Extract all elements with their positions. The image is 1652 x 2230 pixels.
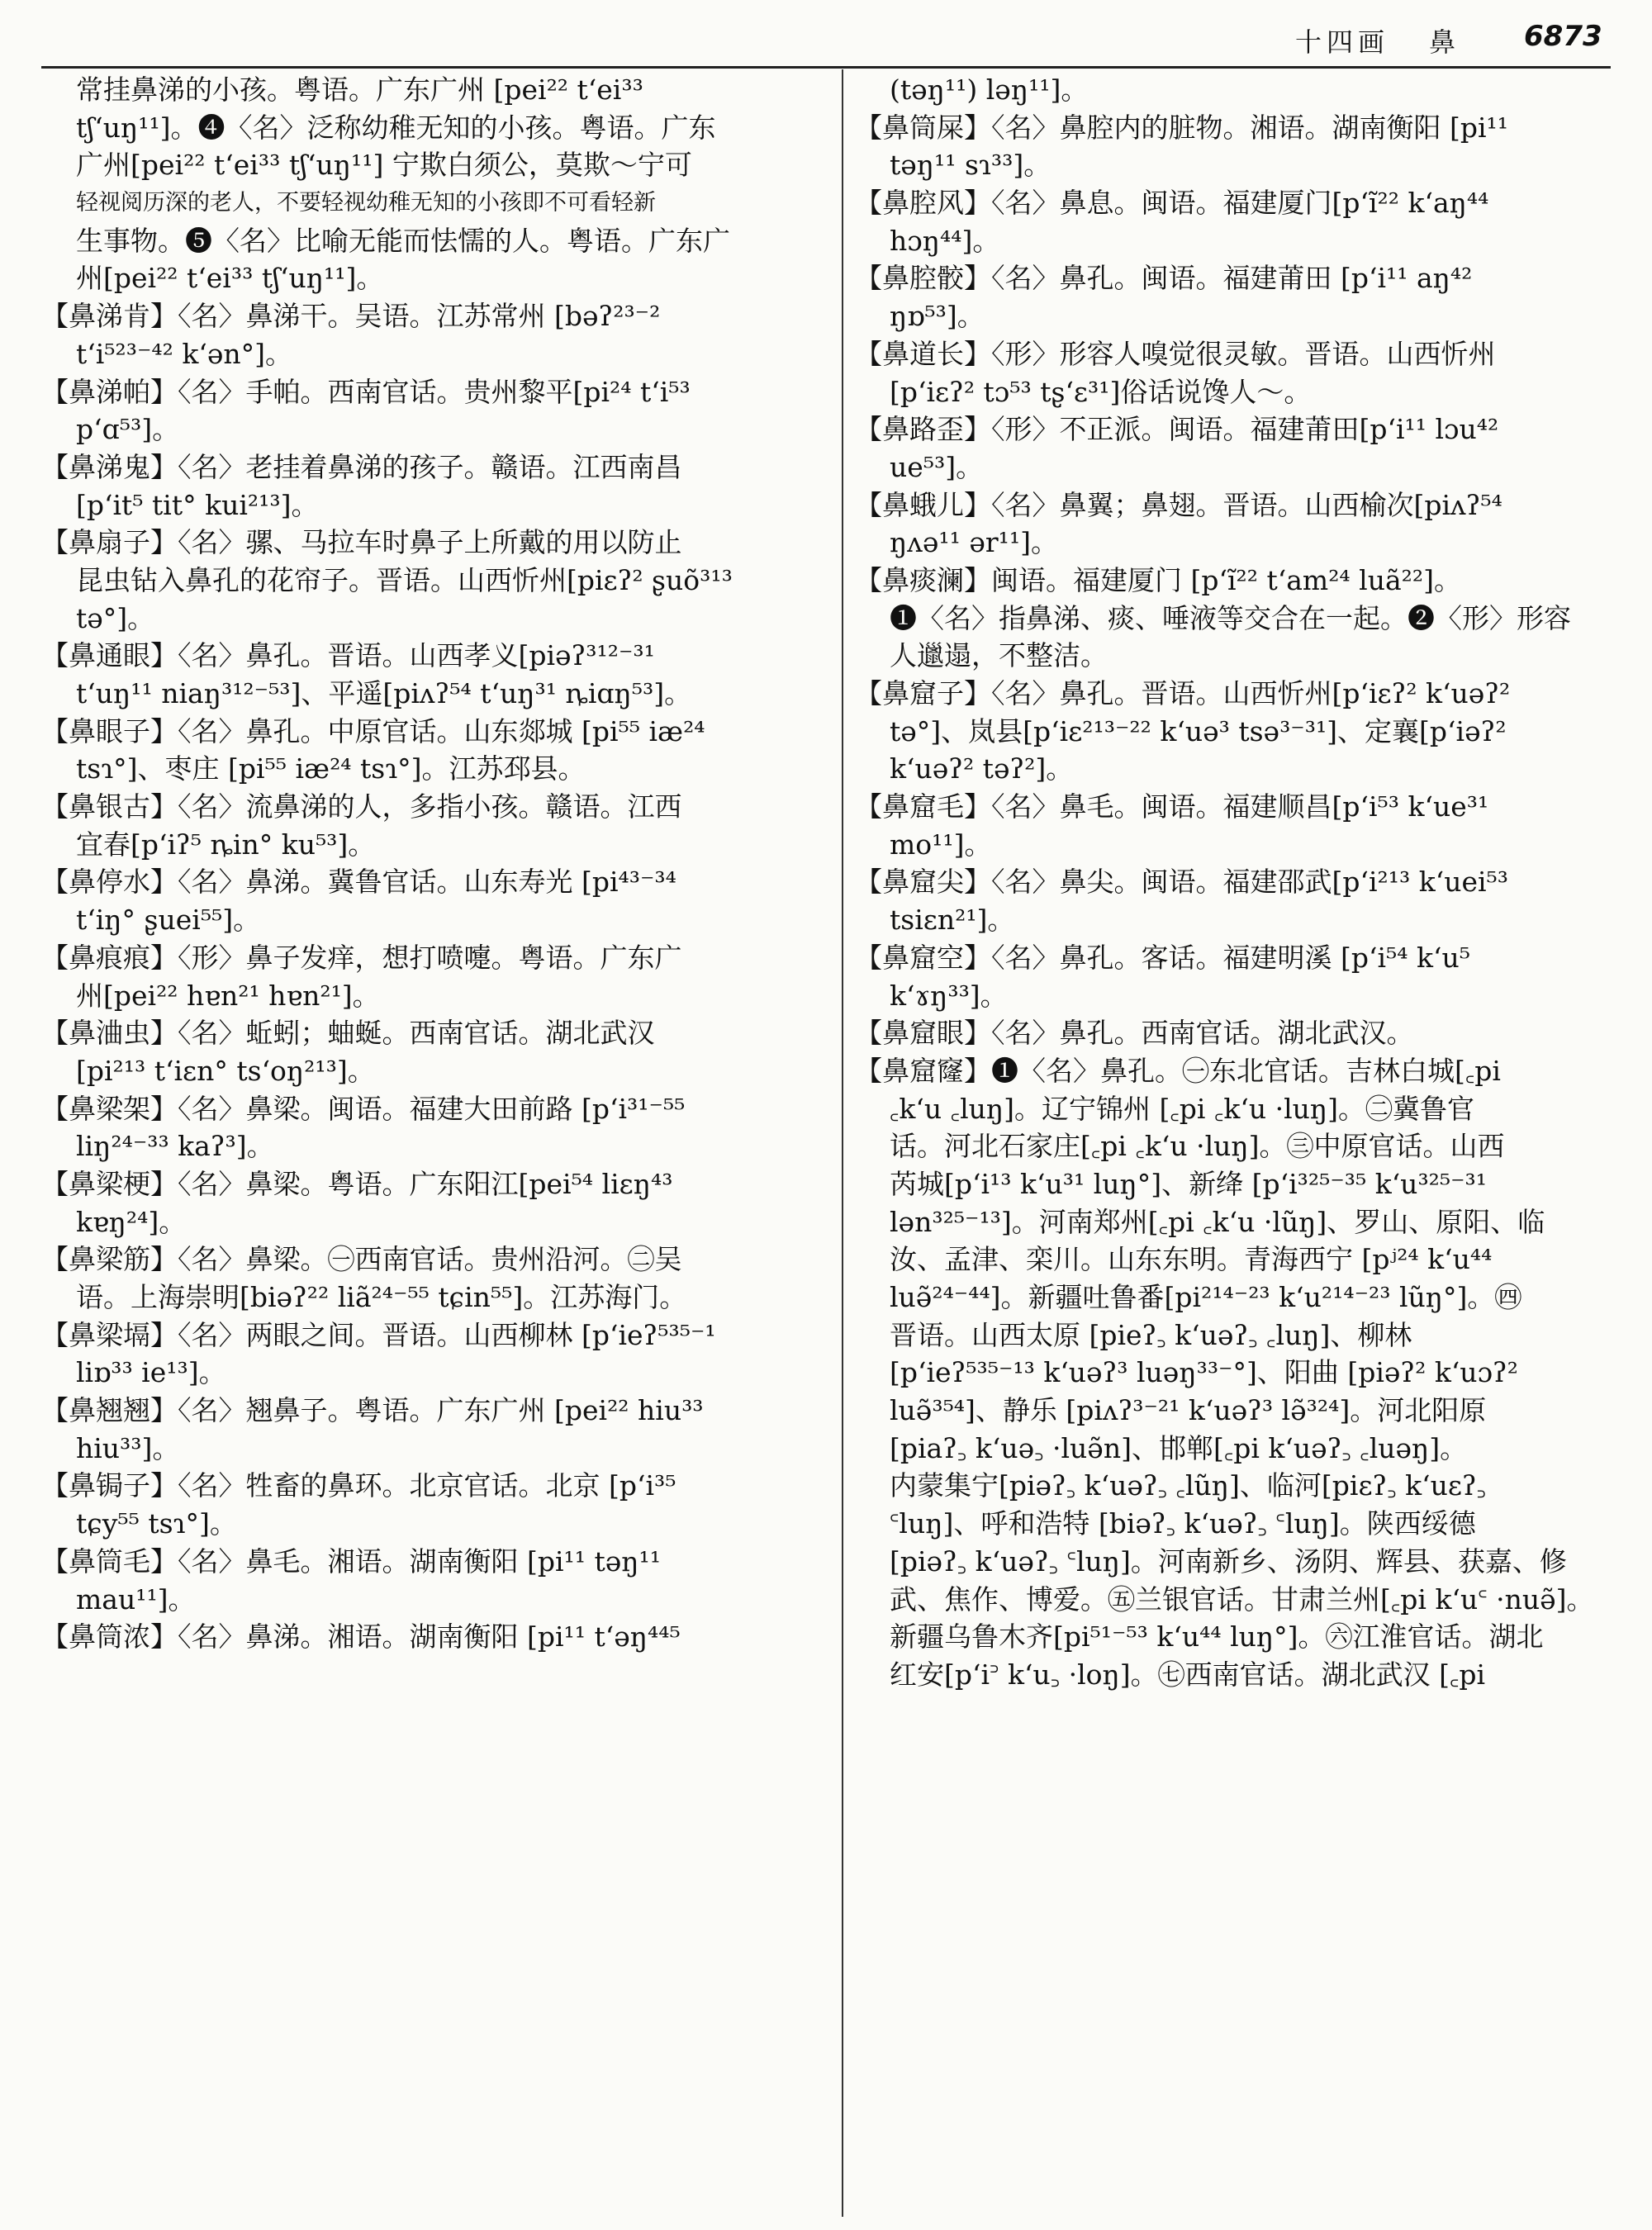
dictionary-entry-line: 【鼻梁筋】〈名〉鼻梁。㊀西南官话。贵州沿河。㊁吴	[41, 1243, 682, 1276]
dictionary-entry-line: 【鼻痰澜】闽语。福建厦门 [pʻĩ²² tʻam²⁴ luã²²]。	[855, 563, 1461, 596]
text-line: 宜春[pʻiʔ⁵ ȵin° ku⁵³]。	[76, 828, 376, 861]
dictionary-entry-line: 【鼻窟窿】❶〈名〉鼻孔。㊀东北官话。吉林白城[꜀pi	[855, 1054, 1501, 1087]
text-line: [pʻieʔ⁵³⁵⁻¹³ kʻuəʔ³ luəŋ³³⁻°]、阳曲 [piəʔ² kʻuɔʔ²	[890, 1356, 1518, 1389]
dictionary-entry-line: 【鼻翘翘】〈名〉翘鼻子。粤语。广东广州 [pei²² hiu³³	[41, 1394, 704, 1427]
text-line: ŋɒ⁵³]。	[890, 300, 985, 333]
dictionary-entry-line: 【鼻涕鬼】〈名〉老挂着鼻涕的孩子。赣语。江西南昌	[41, 450, 682, 483]
dictionary-entry-line: 【鼻窟空】〈名〉鼻孔。客话。福建明溪 [pʻi⁵⁴ kʻu⁵	[855, 941, 1470, 974]
text-line: mau¹¹]。	[76, 1582, 196, 1616]
text-line: [pʻiɛʔ² tɔ⁵³ tʂʻɛ³¹]俗话说馋人～。	[890, 375, 1312, 408]
left-column	[41, 71, 826, 2218]
text-line: tsiɛn²¹]。	[890, 904, 1015, 937]
text-line: luə̃²⁴⁻⁴⁴]。新疆吐鲁番[pi²¹⁴⁻²³ kʻu²¹⁴⁻²³ lũŋ°]。㊃	[890, 1281, 1522, 1313]
dictionary-entry-line: 【鼻筒毛】〈名〉鼻毛。湘语。湖南衡阳 [pi¹¹ təŋ¹¹	[41, 1544, 661, 1578]
dictionary-entry-line: 【鼻锔子】〈名〉牲畜的鼻环。北京官话。北京 [pʻi³⁵	[41, 1469, 676, 1502]
text-line: tsɿ°]、枣庄 [pi⁵⁵ iæ²⁴ tsɿ°]。江苏邳县。	[76, 752, 586, 785]
text-line: 轻视阅历深的老人，不要轻视幼稚无知的小孩即不可看轻新	[76, 190, 656, 216]
text-line: tʻiŋ° ʂuei⁵⁵]。	[76, 904, 261, 937]
index-character: 鼻	[1429, 26, 1456, 58]
text-line: liŋ²⁴⁻³³ kaʔ³]。	[76, 1130, 274, 1163]
text-line: pʻɑ⁵³]。	[76, 413, 180, 446]
header-rule	[41, 66, 1611, 69]
text-line: liɒ³³ ie¹³]。	[76, 1356, 226, 1389]
text-line: (təŋ¹¹) ləŋ¹¹]。	[890, 74, 1089, 106]
dictionary-entry-line: 【鼻涕肯】〈名〉鼻涕干。吴语。江苏常州 [bəʔ²³⁻²	[41, 300, 661, 333]
text-line: 生事物。❺〈名〉比喻无能而怯懦的人。粤语。广东广	[76, 224, 730, 257]
dictionary-entry-line: 【鼻窟子】〈名〉鼻孔。晋语。山西忻州[pʻiɛʔ² kʻuəʔ²	[855, 677, 1511, 709]
text-line: 芮城[pʻi¹³ kʻu³¹ luŋ°]、新绛 [pʻi³²⁵⁻³⁵ kʻu³²⁵⁻³¹	[890, 1167, 1488, 1200]
text-line: tʻi⁵²³⁻⁴² kʻən°]。	[76, 337, 293, 370]
text-line: hɔŋ⁴⁴]。	[890, 224, 1000, 257]
dictionary-entry-line: 【鼻筒浓】〈名〉鼻涕。湘语。湖南衡阳 [pi¹¹ tʻəŋ⁴⁴⁵	[41, 1620, 681, 1654]
text-line: 新疆乌鲁木齐[pi⁵¹⁻⁵³ kʻu⁴⁴ luŋ°]。㊅江淮官话。湖北	[890, 1620, 1544, 1654]
column-divider	[842, 69, 843, 2217]
text-line: tə°]、岚县[pʻiɛ²¹³⁻²² kʻuə³ tsə³⁻³¹]、定襄[pʻiəʔ²	[890, 714, 1507, 747]
text-line: ꜂luŋ]、呼和浩特 [biəʔ꜆ kʻuəʔ꜆ ꜂luŋ]。陕西绥德	[890, 1507, 1476, 1540]
text-line: mo¹¹]。	[890, 828, 992, 861]
text-line: [pi²¹³ tʻiɛn° tsʻoŋ²¹³]。	[76, 1054, 375, 1087]
text-line: 语。上海崇明[biəʔ²² liã²⁴⁻⁵⁵ tɕin⁵⁵]。江苏海门。	[76, 1281, 687, 1313]
dictionary-entry-line: 【鼻梁塥】〈名〉两眼之间。晋语。山西柳林 [pʻieʔ⁵³⁵⁻¹	[41, 1318, 716, 1351]
text-line: 汝、孟津、栾川。山东东明。青海西宁 [pʲ²⁴ kʻu⁴⁴	[890, 1243, 1493, 1276]
dictionary-entry-line: 【鼻梁梗】〈名〉鼻梁。粤语。广东阳江[pei⁵⁴ liɛŋ⁴³	[41, 1167, 673, 1200]
text-line: təŋ¹¹ sɿ³³]。	[890, 149, 1051, 182]
dictionary-entry-line: 【鼻窟毛】〈名〉鼻毛。闽语。福建顺昌[pʻi⁵³ kʻue³¹	[855, 790, 1489, 823]
dictionary-entry-line: 【鼻浀虫】〈名〉蚯蚓；蚰蜒。西南官话。湖北武汉	[41, 1017, 655, 1050]
dictionary-entry-line: 【鼻眼子】〈名〉鼻孔。中原官话。山东郯城 [pi⁵⁵ iæ²⁴	[41, 714, 705, 747]
text-line: luə̃³⁵⁴]、静乐 [piʌʔ³⁻²¹ kʻuəʔ³ lə̃³²⁴]。河北阳原	[890, 1394, 1487, 1427]
text-line: hiu³³]。	[76, 1431, 180, 1464]
text-line: tʃʻuŋ¹¹]。❹〈名〉泛称幼稚无知的小孩。粤语。广东	[76, 111, 716, 144]
dictionary-entry-line: 【鼻腔骹】〈名〉鼻孔。闽语。福建莆田 [pʻi¹¹ aŋ⁴²	[855, 262, 1473, 295]
dictionary-entry-line: 【鼻窟尖】〈名〉鼻尖。闽语。福建邵武[pʻi²¹³ kʻuei⁵³	[855, 866, 1509, 899]
page-header	[0, 0, 1652, 66]
text-line: ŋʌə¹¹ ər¹¹]。	[890, 526, 1059, 559]
text-line: 内蒙集宁[piəʔ꜆ kʻuəʔ꜆ ꜀lũŋ]、临河[piɛʔ꜆ kʻuɛʔ꜆	[890, 1469, 1487, 1502]
dictionary-entry-line: 【鼻筒屎】〈名〉鼻腔内的脏物。湘语。湖南衡阳 [pi¹¹	[855, 111, 1509, 144]
text-line: kʻuəʔ² təʔ²]。	[890, 752, 1074, 785]
dictionary-entry-line: 【鼻蛾儿】〈名〉鼻翼；鼻翅。晋语。山西榆次[piʌʔ⁵⁴	[855, 488, 1502, 521]
text-line: [pʻit⁵ tit° kui²¹³]。	[76, 488, 319, 521]
text-line: kʻɤŋ³³]。	[890, 979, 1008, 1012]
dictionary-entry-line: 【鼻梁架】〈名〉鼻梁。闽语。福建大田前路 [pʻi³¹⁻⁵⁵	[41, 1092, 686, 1125]
text-line: 昆虫钻入鼻孔的花帘子。晋语。山西忻州[piɛʔ² ʂuõ³¹³	[76, 563, 733, 596]
dictionary-entry-line: 【鼻痕痕】〈形〉鼻子发痒，想打喷嚏。粤语。广东广	[41, 941, 682, 974]
section-label: 十四画	[1295, 26, 1390, 58]
text-line: 晋语。山西太原 [pieʔ꜆ kʻuəʔ꜆ ꜀luŋ]、柳林	[890, 1318, 1412, 1351]
text-line: ꜀kʻu ꜀luŋ]。辽宁锦州 [꜀pi ꜀kʻu ·luŋ]。㊁冀鲁官	[890, 1092, 1475, 1125]
text-line: 红安[pʻi꜄ kʻu꜆ ·loŋ]。㊆西南官话。湖北武汉 [꜀pi	[890, 1658, 1486, 1691]
dictionary-entry-line: 【鼻扇子】〈名〉骡、马拉车时鼻子上所戴的用以防止	[41, 526, 682, 559]
dictionary-entry-line: 【鼻腔风】〈名〉鼻息。闽语。福建厦门[pʻĩ²² kʻaŋ⁴⁴	[855, 187, 1489, 220]
text-line: 广州[pei²² tʻei³³ tʃʻuŋ¹¹] 宁欺白须公，莫欺～宁可	[76, 149, 692, 182]
dictionary-entry-line: 【鼻银古】〈名〉流鼻涕的人，多指小孩。赣语。江西	[41, 790, 682, 823]
text-line: ue⁵³]。	[890, 450, 984, 483]
text-line: [piəʔ꜆ kʻuəʔ꜆ ꜂luŋ]。河南新乡、汤阴、辉县、获嘉、修	[890, 1544, 1567, 1578]
text-line: 常挂鼻涕的小孩。粤语。广东广州 [pei²² tʻei³³	[76, 74, 643, 106]
text-line: 州[pei²² tʻei³³ tʃʻuŋ¹¹]。	[76, 262, 384, 295]
text-line: tɕy⁵⁵ tsɿ°]。	[76, 1507, 237, 1540]
text-line: 州[pei²² hɐn²¹ hɐn²¹]。	[76, 979, 380, 1012]
text-line: ❶〈名〉指鼻涕、痰、唾液等交合在一起。❷〈形〉形容	[890, 601, 1571, 634]
dictionary-entry-line: 【鼻窟眼】〈名〉鼻孔。西南官话。湖北武汉。	[855, 1017, 1414, 1050]
text-line: 话。河北石家庄[꜀pi ꜀kʻu ·luŋ]。㊂中原官话。山西	[890, 1130, 1505, 1163]
dictionary-entry-line: 【鼻道长】〈形〉形容人嗅觉很灵敏。晋语。山西忻州	[855, 337, 1496, 370]
dictionary-entry-line: 【鼻路歪】〈形〉不正派。闽语。福建莆田[pʻi¹¹ lɔu⁴²	[855, 413, 1499, 446]
text-line: lən³²⁵⁻¹³]。河南郑州[꜀pi ꜀kʻu ·lũŋ]、罗山、原阳、临	[890, 1205, 1545, 1238]
text-line: tʻuŋ¹¹ niaŋ³¹²⁻⁵³]、平遥[piʌʔ⁵⁴ tʻuŋ³¹ ȵiɑŋ⁵³]。	[76, 677, 692, 709]
dictionary-entry-line: 【鼻涕帕】〈名〉手帕。西南官话。贵州黎平[pi²⁴ tʻi⁵³	[41, 375, 691, 408]
page-number: 6873	[1524, 20, 1602, 53]
text-line: tə°]。	[76, 601, 155, 634]
text-line: kɐŋ²⁴]。	[76, 1205, 187, 1238]
text-line: 人邋遢，不整洁。	[890, 639, 1108, 672]
dictionary-entry-line: 【鼻停水】〈名〉鼻涕。冀鲁官话。山东寿光 [pi⁴³⁻³⁴	[41, 866, 676, 899]
dictionary-entry-line: 【鼻通眼】〈名〉鼻孔。晋语。山西孝义[piəʔ³¹²⁻³¹	[41, 639, 655, 672]
text-line: 武、焦作、博爱。㊄兰银官话。甘肃兰州[꜀pi kʻu꜂ ·nuə̃]。	[890, 1582, 1594, 1616]
text-line: [piaʔ꜆ kʻuə꜆ ·luə̃n]、邯郸[꜀pi kʻuəʔ꜆ ꜀luəŋ]。	[890, 1431, 1468, 1464]
right-column	[855, 71, 1611, 2218]
